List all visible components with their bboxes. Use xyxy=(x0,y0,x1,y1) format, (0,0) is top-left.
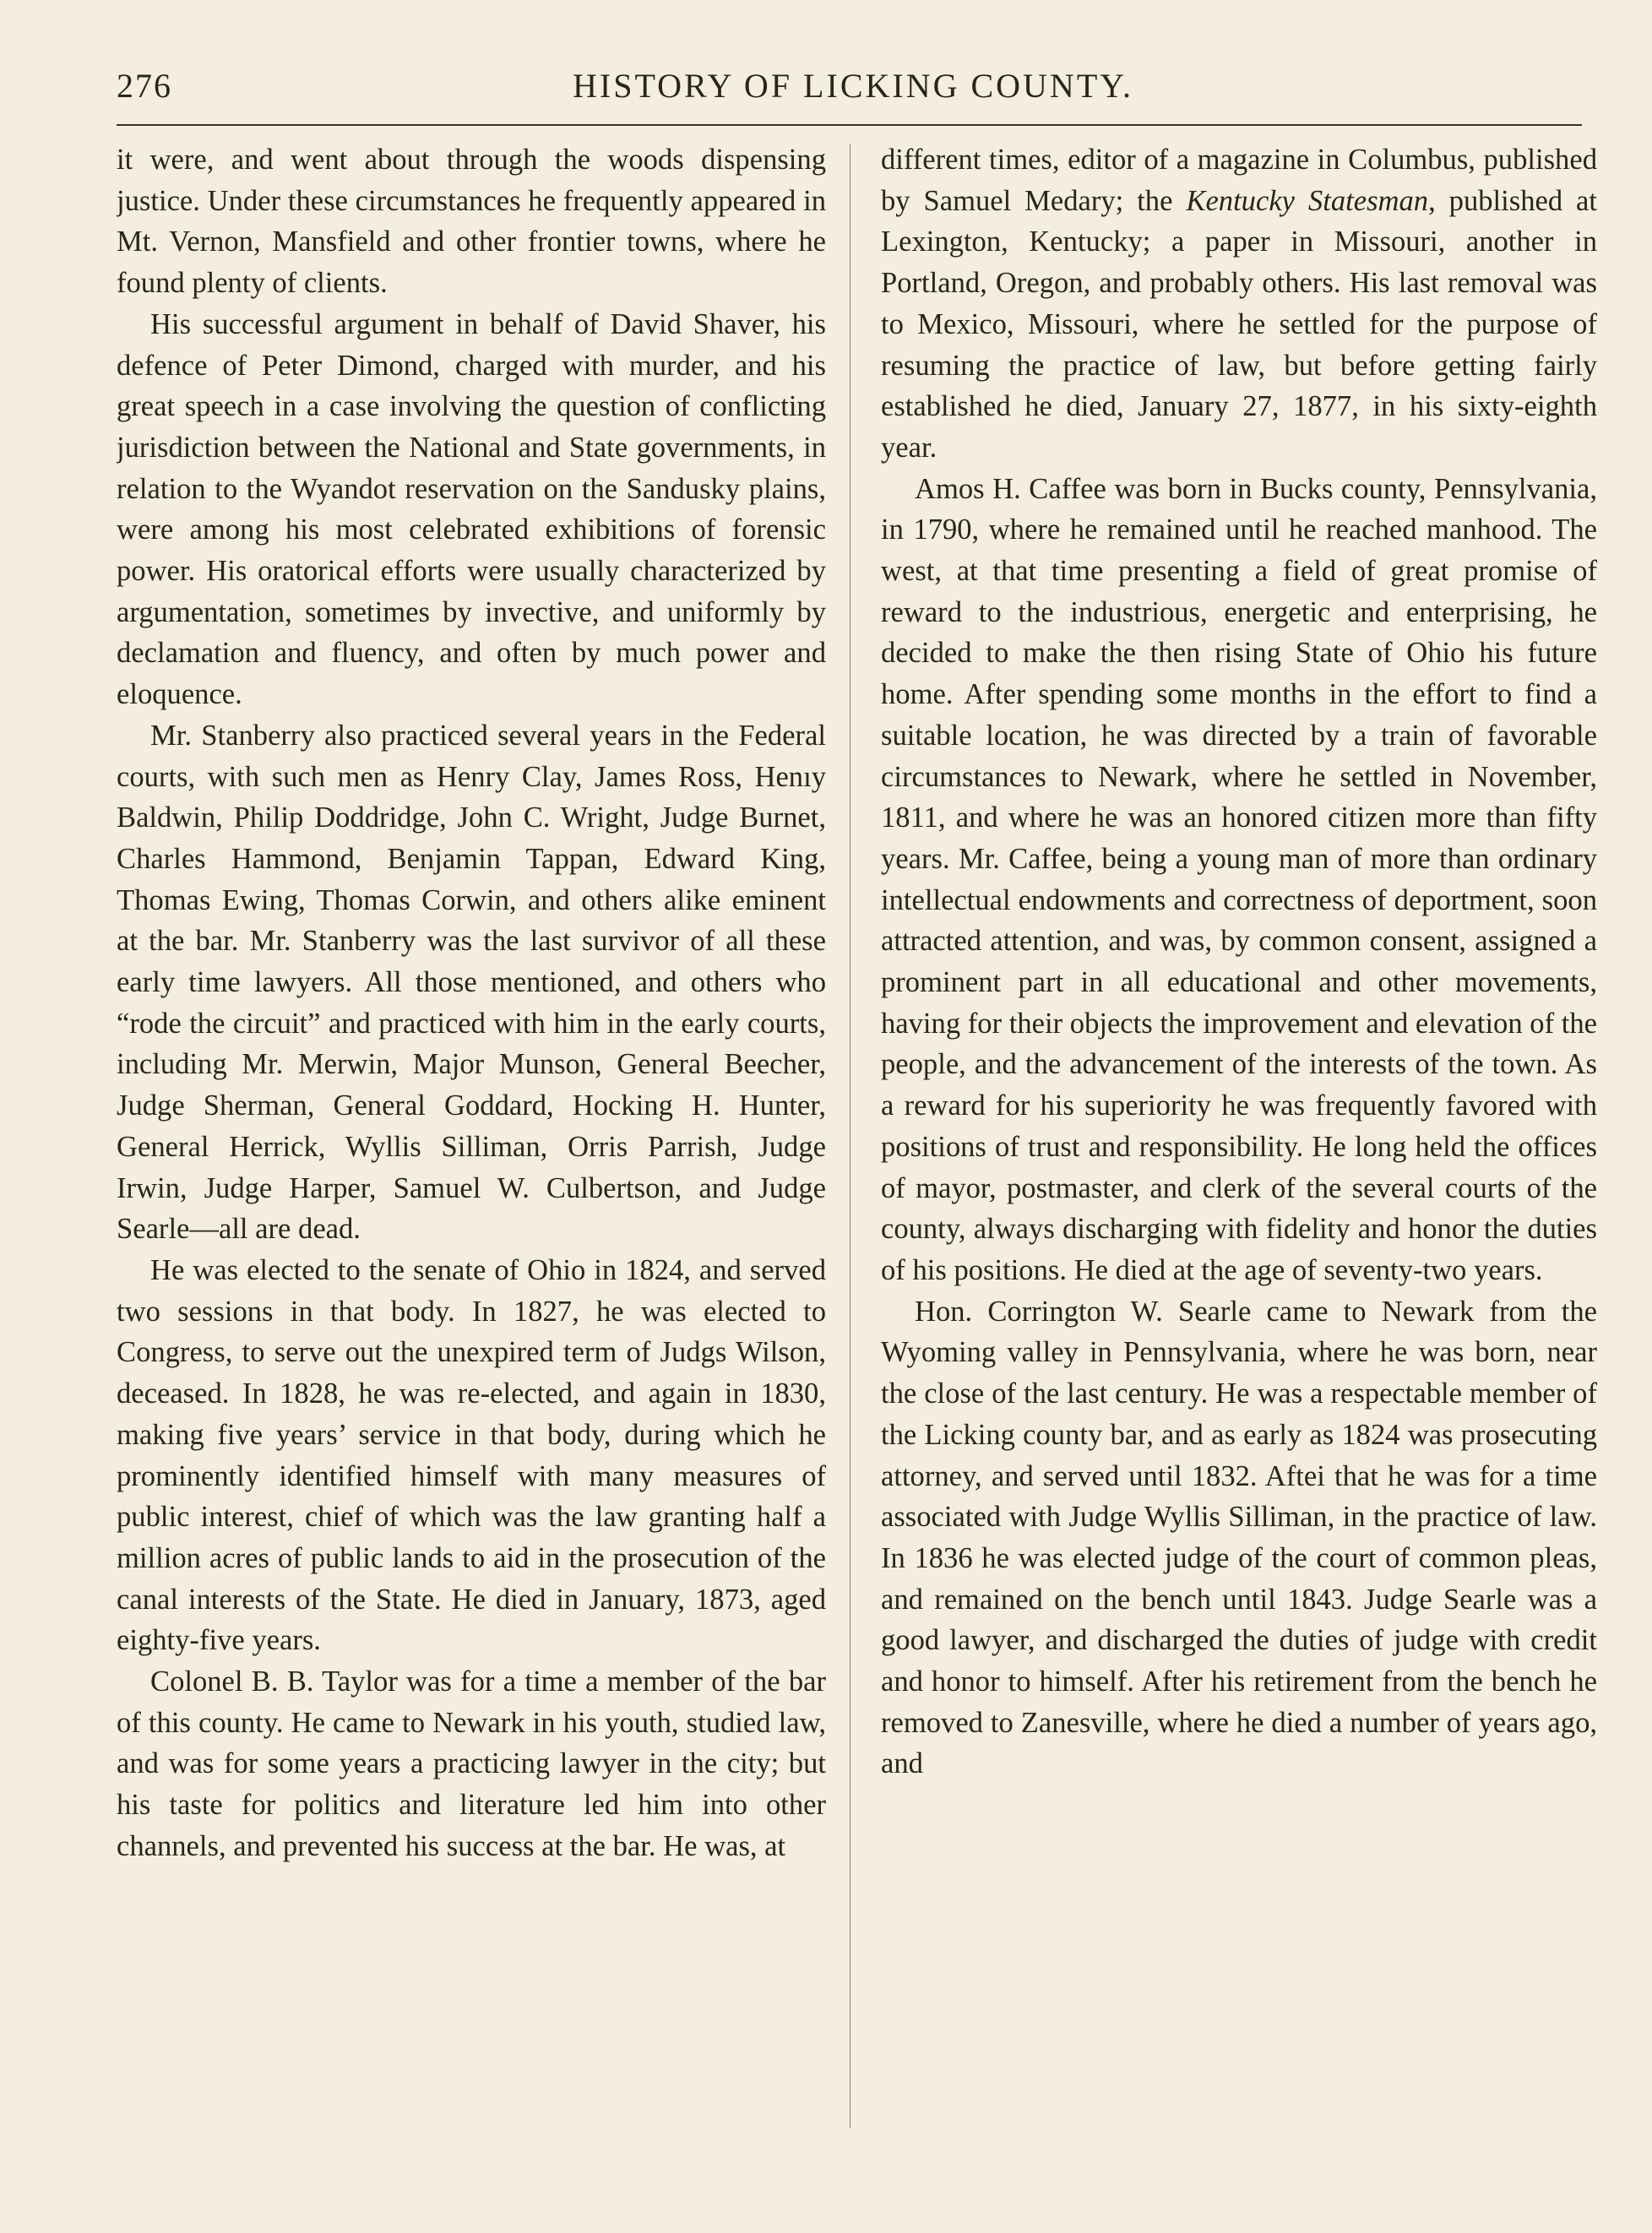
running-head: HISTORY OF LICKING COUNTY. xyxy=(573,67,1133,105)
left-column xyxy=(117,139,826,2149)
paragraph: Amos H. Caffee was born in Bucks county, Pennsylvania, in 1790, where he remained until he reached manhood. The west, at that time presenting a field of great promise of reward to the industrious, energetic and enterprising, he decided to make the then rising State of Ohio his future home. After spending some months in the effort to find a suitable location, he was directed by a train of favorable circumstances to Newark, where he settled in November, 1811, and where he was an honored citizen more than fifty years. Mr. Caffee, being a young man of more than ordinary intellectual endowments and correctness of deportment, soon attracted attention, and was, by common consent, assigned a prominent part in all educational and other movements, having for their objects the improvement and elevation of the people, and the advancement of the interests of the town. As a reward for his superiority he was frequently favored with positions of trust and responsibility. He long held the offices of mayor, postmaster, and clerk of the several courts of the county, always discharging with fidelity and honor the duties of his positions. He died at the age of seventy-two years. xyxy=(881,472,1597,1286)
paragraph: He was elected to the senate of Ohio in 1824, and served two sessions in that body. In 1827, he was elected to Congress, to serve out the unexpired term of Judgs Wilson, deceased. In 1828, he was re-elected, and again in 1830, making five years’ service in that body, during which he prominently identified himself with many measures of public interest, chief of which was the law granting half a million acres of public lands to aid in the prosecution of the canal interests of the State. He died in January, 1873, aged eighty-five years. xyxy=(117,1253,826,1657)
paragraph: Colonel B. B. Taylor was for a time a member of the bar of this county. He came to Newark in his youth, studied law, and was for some years a practicing lawyer in the city; but his taste for politics and literature led him into other channels, and prevented his success at the bar. He was, at xyxy=(117,1665,826,1862)
text-run: , published at Lexington, Kentucky; a paper in Missouri, another in Portland, Oregon, and probably others. His last removal was to Mexico, Missouri, where he settled for the purpose of resuming the practice of law, but before getting fairly established he died, January 27, 1877, in his sixty-eighth year. xyxy=(881,184,1597,464)
paragraph xyxy=(881,139,1597,469)
page-header xyxy=(117,66,1582,117)
paragraph: His successful argument in behalf of David Shaver, his defence of Peter Dimond, charged with murder, and his great speech in a case involving the question of conflicting jurisdiction between the National and State governments, in relation to the Wyandot reservation on the Sandusky plains, were among his most celebrated exhibitions of forensic power. His oratorical efforts were usually characterized by argumentation, sometimes by invective, and uniformly by declamation and fluency, and often by much power and eloquence. xyxy=(117,307,826,711)
paragraph: Hon. Corrington W. Searle came to Newark from the Wyoming valley in Pennsylvania, where he was born, near the close of the last century. He was a respectable member of the Licking county bar, and as early as 1824 was prosecuting attorney, and served until 1832. Aftei that he was for a time associated with Judge Wyllis Silliman, in the practice of law. In 1836 he was elected judge of the court of common pleas, and remained on the bench until 1843. Judge Searle was a good lawyer, and discharged the duties of judge with credit and honor to himself. After his retirement from the bench he removed to Zanesville, where he died a number of years ago, and xyxy=(881,1295,1597,1780)
text-run: different times, editor of a magazine in Columbus, published by Samuel Medary; the xyxy=(881,144,1597,217)
paragraph: Mr. Stanberry also practiced several years in the Federal courts, with such men as Henry Clay, James Ross, Henıy Baldwin, Philip Doddridge, John C. Wright, Judge Burnet, Charles Hammond, Benjamin Tappan, Edward King, Thomas Ewing, Thomas Corwin, and others alike eminent at the bar. Mr. Stanberry was the last survivor of all these early time lawyers. All those mentioned, and others who “rode the circuit” and practiced with him in the early courts, including Mr. Merwin, Major Munson, General Beecher, Judge Sherman, General Goddard, Hocking H. Hunter, General Herrick, Wyllis Silliman, Orris Parrish, Judge Irwin, Judge Harper, Samuel W. Culbertson, and Judge Searle—all are dead. xyxy=(117,719,826,1246)
paragraph: it were, and went about through the woods dispensing justice. Under these circumstances he frequently appeared in Mt. Vernon, Mansfield and other frontier towns, where he found plenty of clients. xyxy=(117,144,826,300)
page-number: 276 xyxy=(117,67,172,105)
right-column xyxy=(881,139,1597,2149)
newspaper-title: Kentucky Statesman xyxy=(1186,184,1429,217)
header-rule xyxy=(117,124,1582,126)
